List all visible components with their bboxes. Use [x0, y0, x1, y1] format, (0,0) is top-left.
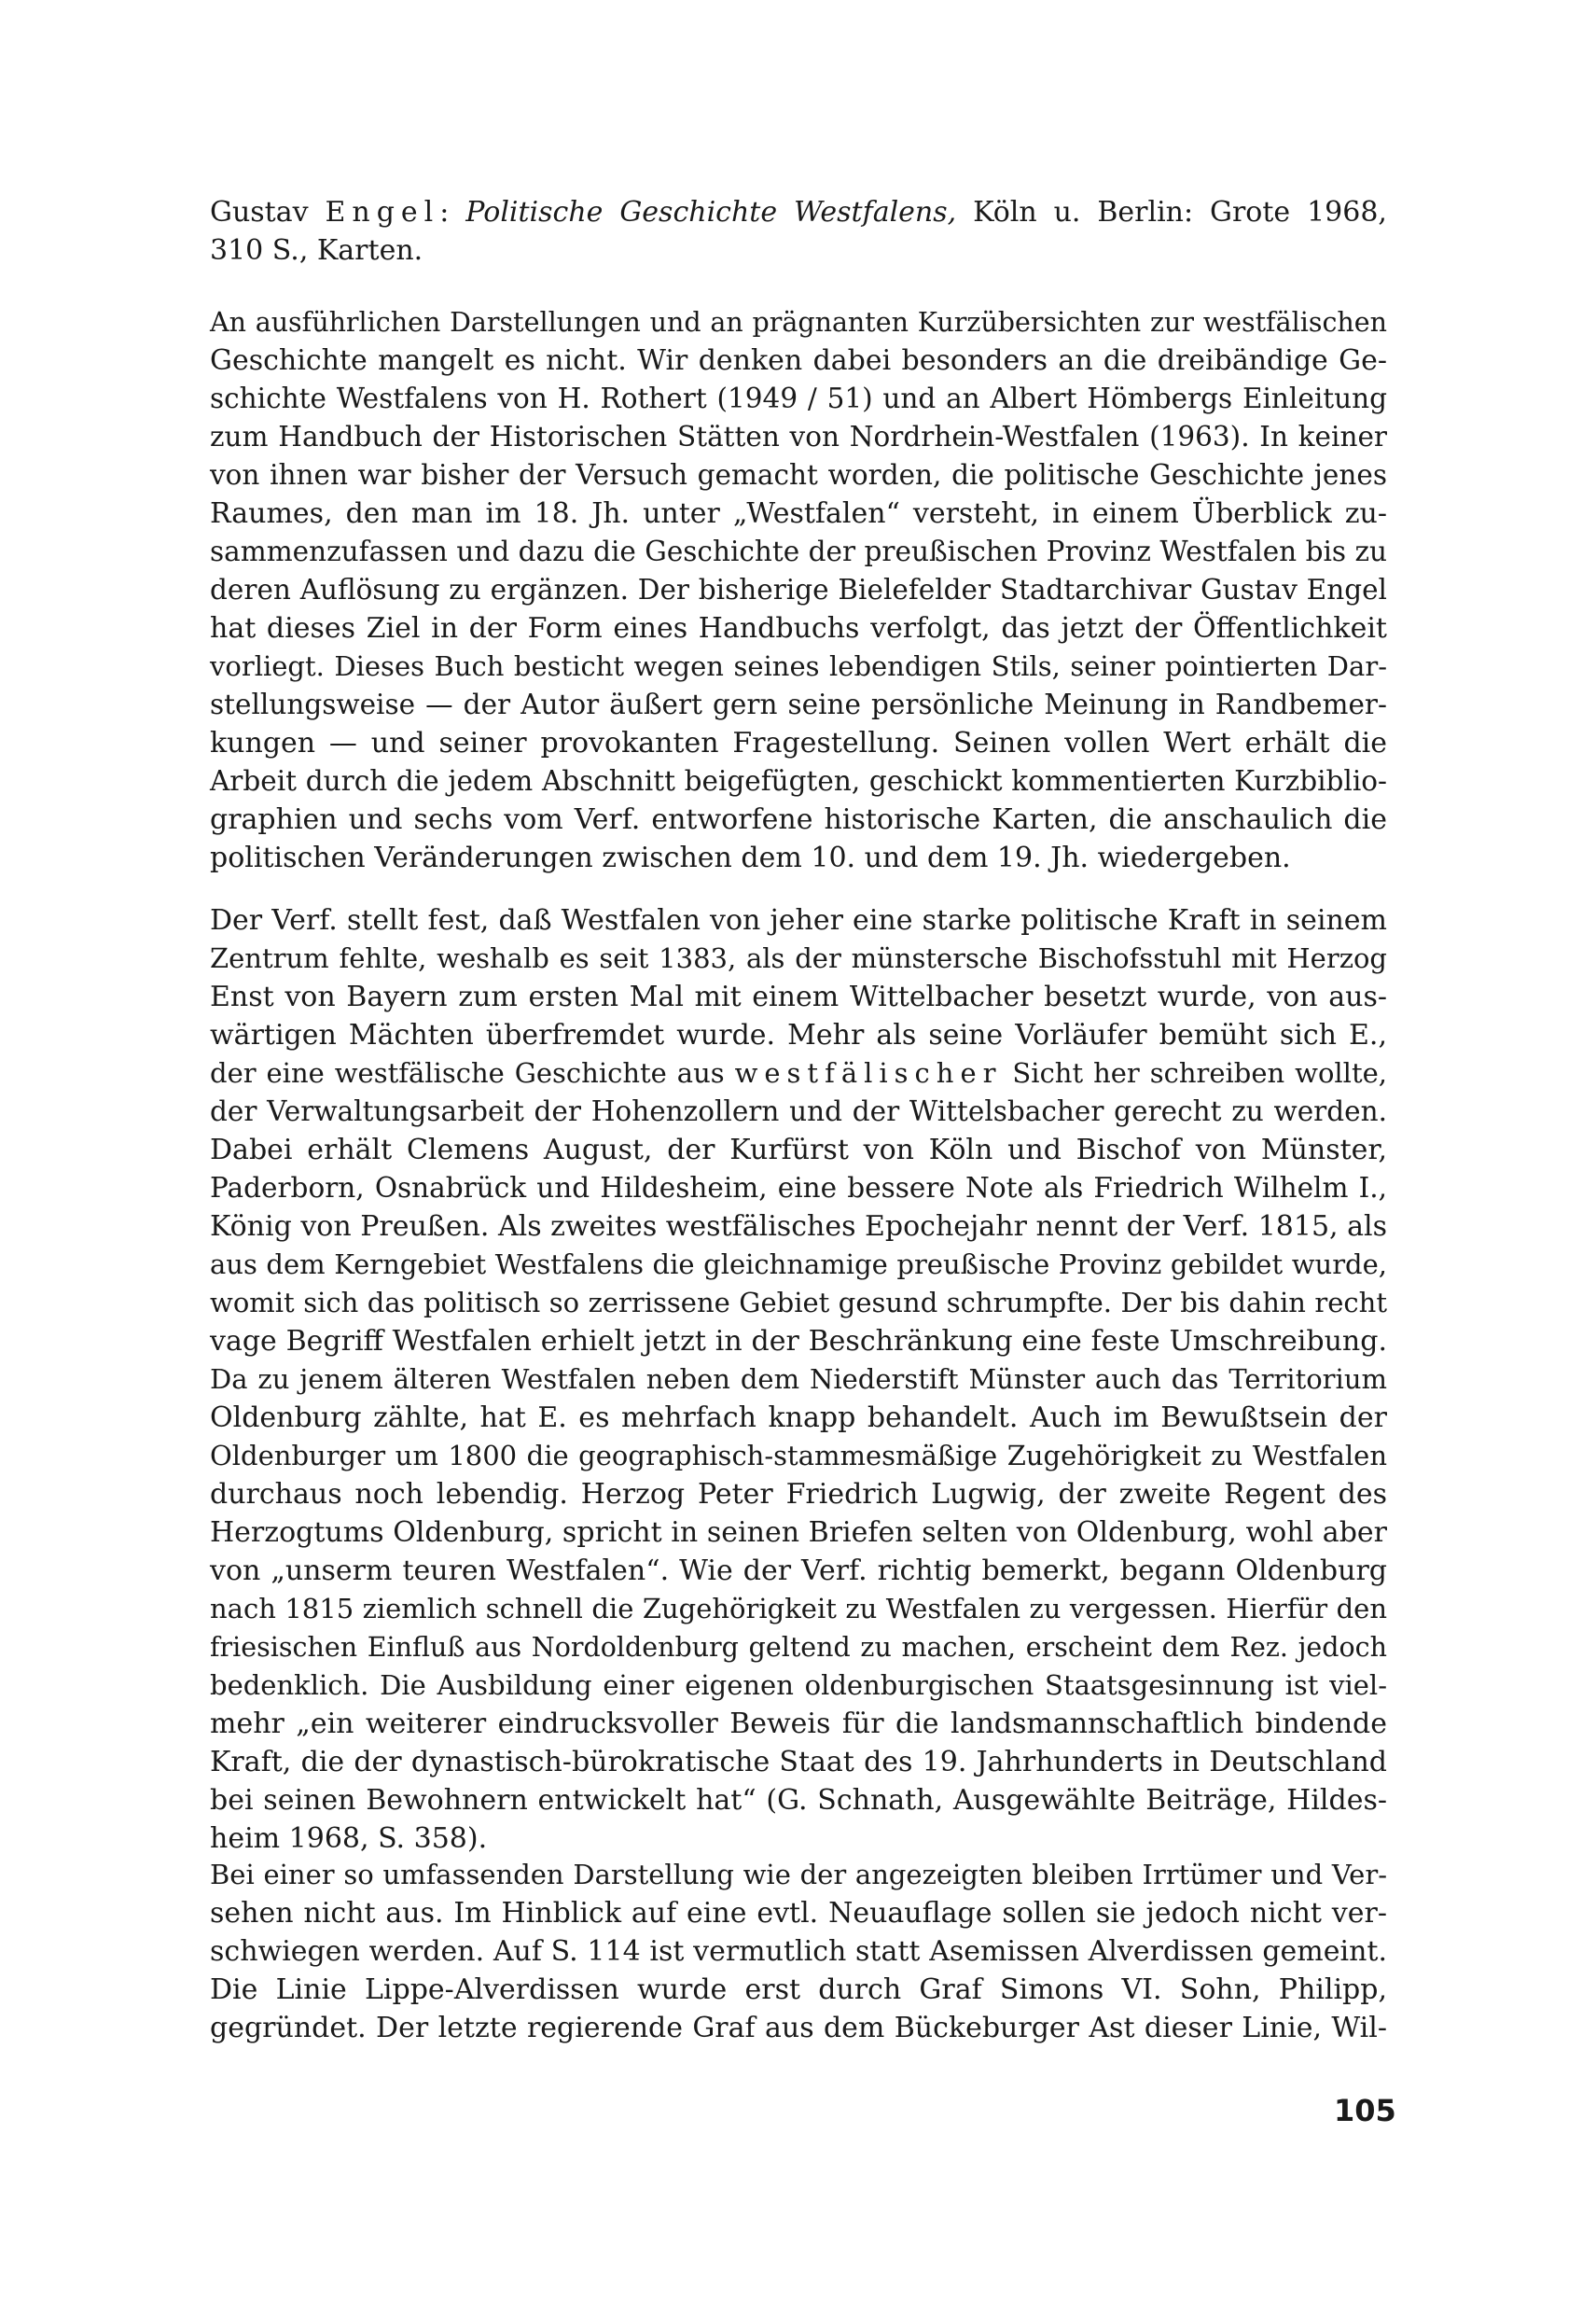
paragraph-line: von „unserm teuren Westfalen“. Wie der Verf. richtig bemerkt, begann Oldenburg [210, 1554, 1387, 1587]
paragraph-line: der Verwaltungsarbeit der Hohenzollern und der Wittelsbacher gerecht zu werden. [210, 1095, 1387, 1127]
paragraph-line: vage Begriff Westfalen erhielt jetzt in der Beschränkung eine feste Umschreibung. [210, 1325, 1387, 1358]
paragraph-line: Paderborn, Osnabrück und Hildesheim, eine bessere Note als Friedrich Wilhelm I., [210, 1172, 1387, 1204]
paragraph-line: deren Auflösung zu ergänzen. Der bisherige Bielefelder Stadtarchivar Gustav Engel [210, 574, 1387, 606]
book-title: Politische Geschichte Westfalens, [465, 196, 957, 229]
line-text-after: Sicht her schreiben wollte, [1012, 1057, 1387, 1089]
paragraph-line: bei seinen Bewohnern entwickelt hat“ (G. Schnath, Ausgewählte Beiträge, Hildes- [210, 1784, 1387, 1817]
paragraph-line: Bei einer so umfassenden Darstellung wie der angezeigten bleiben Irrtümer und Ver- [210, 1859, 1387, 1890]
paragraph-line: Da zu jenem älteren Westfalen neben dem Niederstift Münster auch das Territorium [210, 1363, 1387, 1395]
paragraph-line: bedenklich. Die Ausbildung einer eigenen oldenburgischen Staatsgesinnung ist viel- [210, 1669, 1387, 1701]
paragraph-line: sammenzufassen und dazu die Geschichte der preußischen Provinz Westfalen bis zu [210, 536, 1387, 567]
paragraph-line: politischen Veränderungen zwischen dem 10. und dem 19. Jh. wiedergeben. [210, 842, 1291, 874]
paragraph-line: Oldenburger um 1800 die geographisch-stammesmäßige Zugehörigkeit zu Westfalen [210, 1440, 1387, 1471]
paragraph-line: schichte Westfalens von H. Rothert (1949 / 51) und an Albert Hömbergs Einleitung [210, 383, 1387, 414]
spaced-emphasis-word: westfälischer [734, 1057, 1003, 1089]
paragraph-line: heim 1968, S. 358). [210, 1822, 488, 1855]
paragraph-line: An ausführlichen Darstellungen und an prägnanten Kurzübersichten zur westfälischen [210, 307, 1387, 338]
paragraph-line: Geschichte mangelt es nicht. Wir denken dabei besonders an die dreibändige Ge- [210, 344, 1387, 377]
paragraph-line: kungen — und seiner provokanten Fragestellung. Seinen vollen Wert erhält die [210, 727, 1387, 760]
paragraph-line: Zentrum fehlte, weshalb es seit 1383, als der münstersche Bischofsstuhl mit Herzog [210, 942, 1387, 974]
paragraph-line: zum Handbuch der Historischen Stätten von Nordrhein-Westfalen (1963). In keiner [210, 421, 1387, 453]
paragraph-line: sehen nicht aus. Im Hinblick auf eine evtl. Neuauflage sollen sie jedoch nicht ver- [210, 1897, 1387, 1930]
paragraph-line: von ihnen war bisher der Versuch gemacht worden, die politische Geschichte jenes [210, 459, 1387, 491]
paragraph-line: Kraft, die der dynastisch-bürokratische Staat des 19. Jahrhunderts in Deutschland [210, 1746, 1387, 1778]
paragraph-line: Raumes, den man im 18. Jh. unter „Westfalen“ versteht, in einem Überblick zu- [210, 497, 1387, 530]
paragraph-line: schwiegen werden. Auf S. 114 ist vermutlich statt Asemissen Alverdissen gemeint. [210, 1935, 1387, 1968]
paragraph-line: Die Linie Lippe-Alverdissen wurde erst durch Graf Simons VI. Sohn, Philipp, [210, 1973, 1387, 2006]
paragraph-line: König von Preußen. Als zweites westfälisches Epochejahr nennt der Verf. 1815, als [210, 1210, 1387, 1243]
line-text-before: der eine westfälische Geschichte aus [210, 1057, 725, 1089]
paragraph-line: friesischen Einfluß aus Nordoldenburg geltend zu machen, erscheint dem Rez. jedoch [210, 1632, 1387, 1663]
author-first-name: Gustav [210, 196, 309, 229]
publication-info: Köln u. Berlin: Grote 1968, [973, 196, 1387, 229]
author-last-name: Engel [325, 196, 440, 229]
paragraph-line: vorliegt. Dieses Buch besticht wegen seines lebendigen Stils, seiner pointierten Dar- [210, 650, 1387, 682]
header-line-2: 310 S., Karten. [210, 234, 423, 267]
paragraph-line: hat dieses Ziel in der Form eines Handbuchs verfolgt, das jetzt der Öffentlichkeit [210, 612, 1387, 645]
paragraph-2 [210, 901, 1387, 1858]
paragraph-line: Enst von Bayern zum ersten Mal mit einem Wittelbacher besetzt wurde, von aus- [210, 981, 1387, 1013]
paragraph-line: stellungsweise — der Autor äußert gern seine persönliche Meinung in Randbemer- [210, 689, 1387, 720]
paragraph-line: graphien und sechs vom Verf. entworfene historische Karten, die anschaulich die [210, 803, 1387, 836]
paragraph-line: Oldenburg zählte, hat E. es mehrfach knapp behandelt. Auch im Bewußtsein der [210, 1401, 1387, 1434]
paragraph-line: Dabei erhält Clemens August, der Kurfürst von Köln und Bischof von Münster, [210, 1134, 1387, 1166]
page-number: 105 [1334, 2093, 1396, 2128]
author-separator: : [439, 196, 450, 229]
paragraph-line: gegründet. Der letzte regierende Graf aus dem Bückeburger Ast dieser Linie, Wil- [210, 2012, 1387, 2044]
paragraph-line-spaced-emphasis [210, 1054, 1387, 1093]
header-line-1 [210, 193, 1387, 231]
paragraph-line: Herzogtums Oldenburg, spricht in seinen Briefen selten von Oldenburg, wohl aber [210, 1516, 1387, 1549]
paragraph-line: nach 1815 ziemlich schnell die Zugehörigkeit zu Westfalen zu vergessen. Hierfür den [210, 1593, 1387, 1624]
paragraph-line: womit sich das politisch so zerrissene Gebiet gesund schrumpfte. Der bis dahin recht [210, 1287, 1387, 1318]
paragraph-line: wärtigen Mächten überfremdet wurde. Mehr als seine Vorläufer bemüht sich E., [210, 1019, 1387, 1052]
paragraph-line: aus dem Kerngebiet Westfalens die gleichnamige preußische Provinz gebildet wurde, [210, 1248, 1387, 1280]
paragraph-line: mehr „ein weiterer eindrucksvoller Beweis für die landsmannschaftlich bindende [210, 1708, 1387, 1740]
paragraph-line: Arbeit durch die jedem Abschnitt beigefügten, geschickt kommentierten Kurzbiblio- [210, 765, 1387, 797]
paragraph-line: durchaus noch lebendig. Herzog Peter Friedrich Lugwig, der zweite Regent des [210, 1478, 1387, 1511]
paragraph-3 [210, 1856, 1387, 2047]
review-header [210, 193, 1387, 270]
paragraph-1 [210, 303, 1387, 877]
paragraph-line: Der Verf. stellt fest, daß Westfalen von jeher eine starke politische Kraft in seinem [210, 904, 1387, 937]
